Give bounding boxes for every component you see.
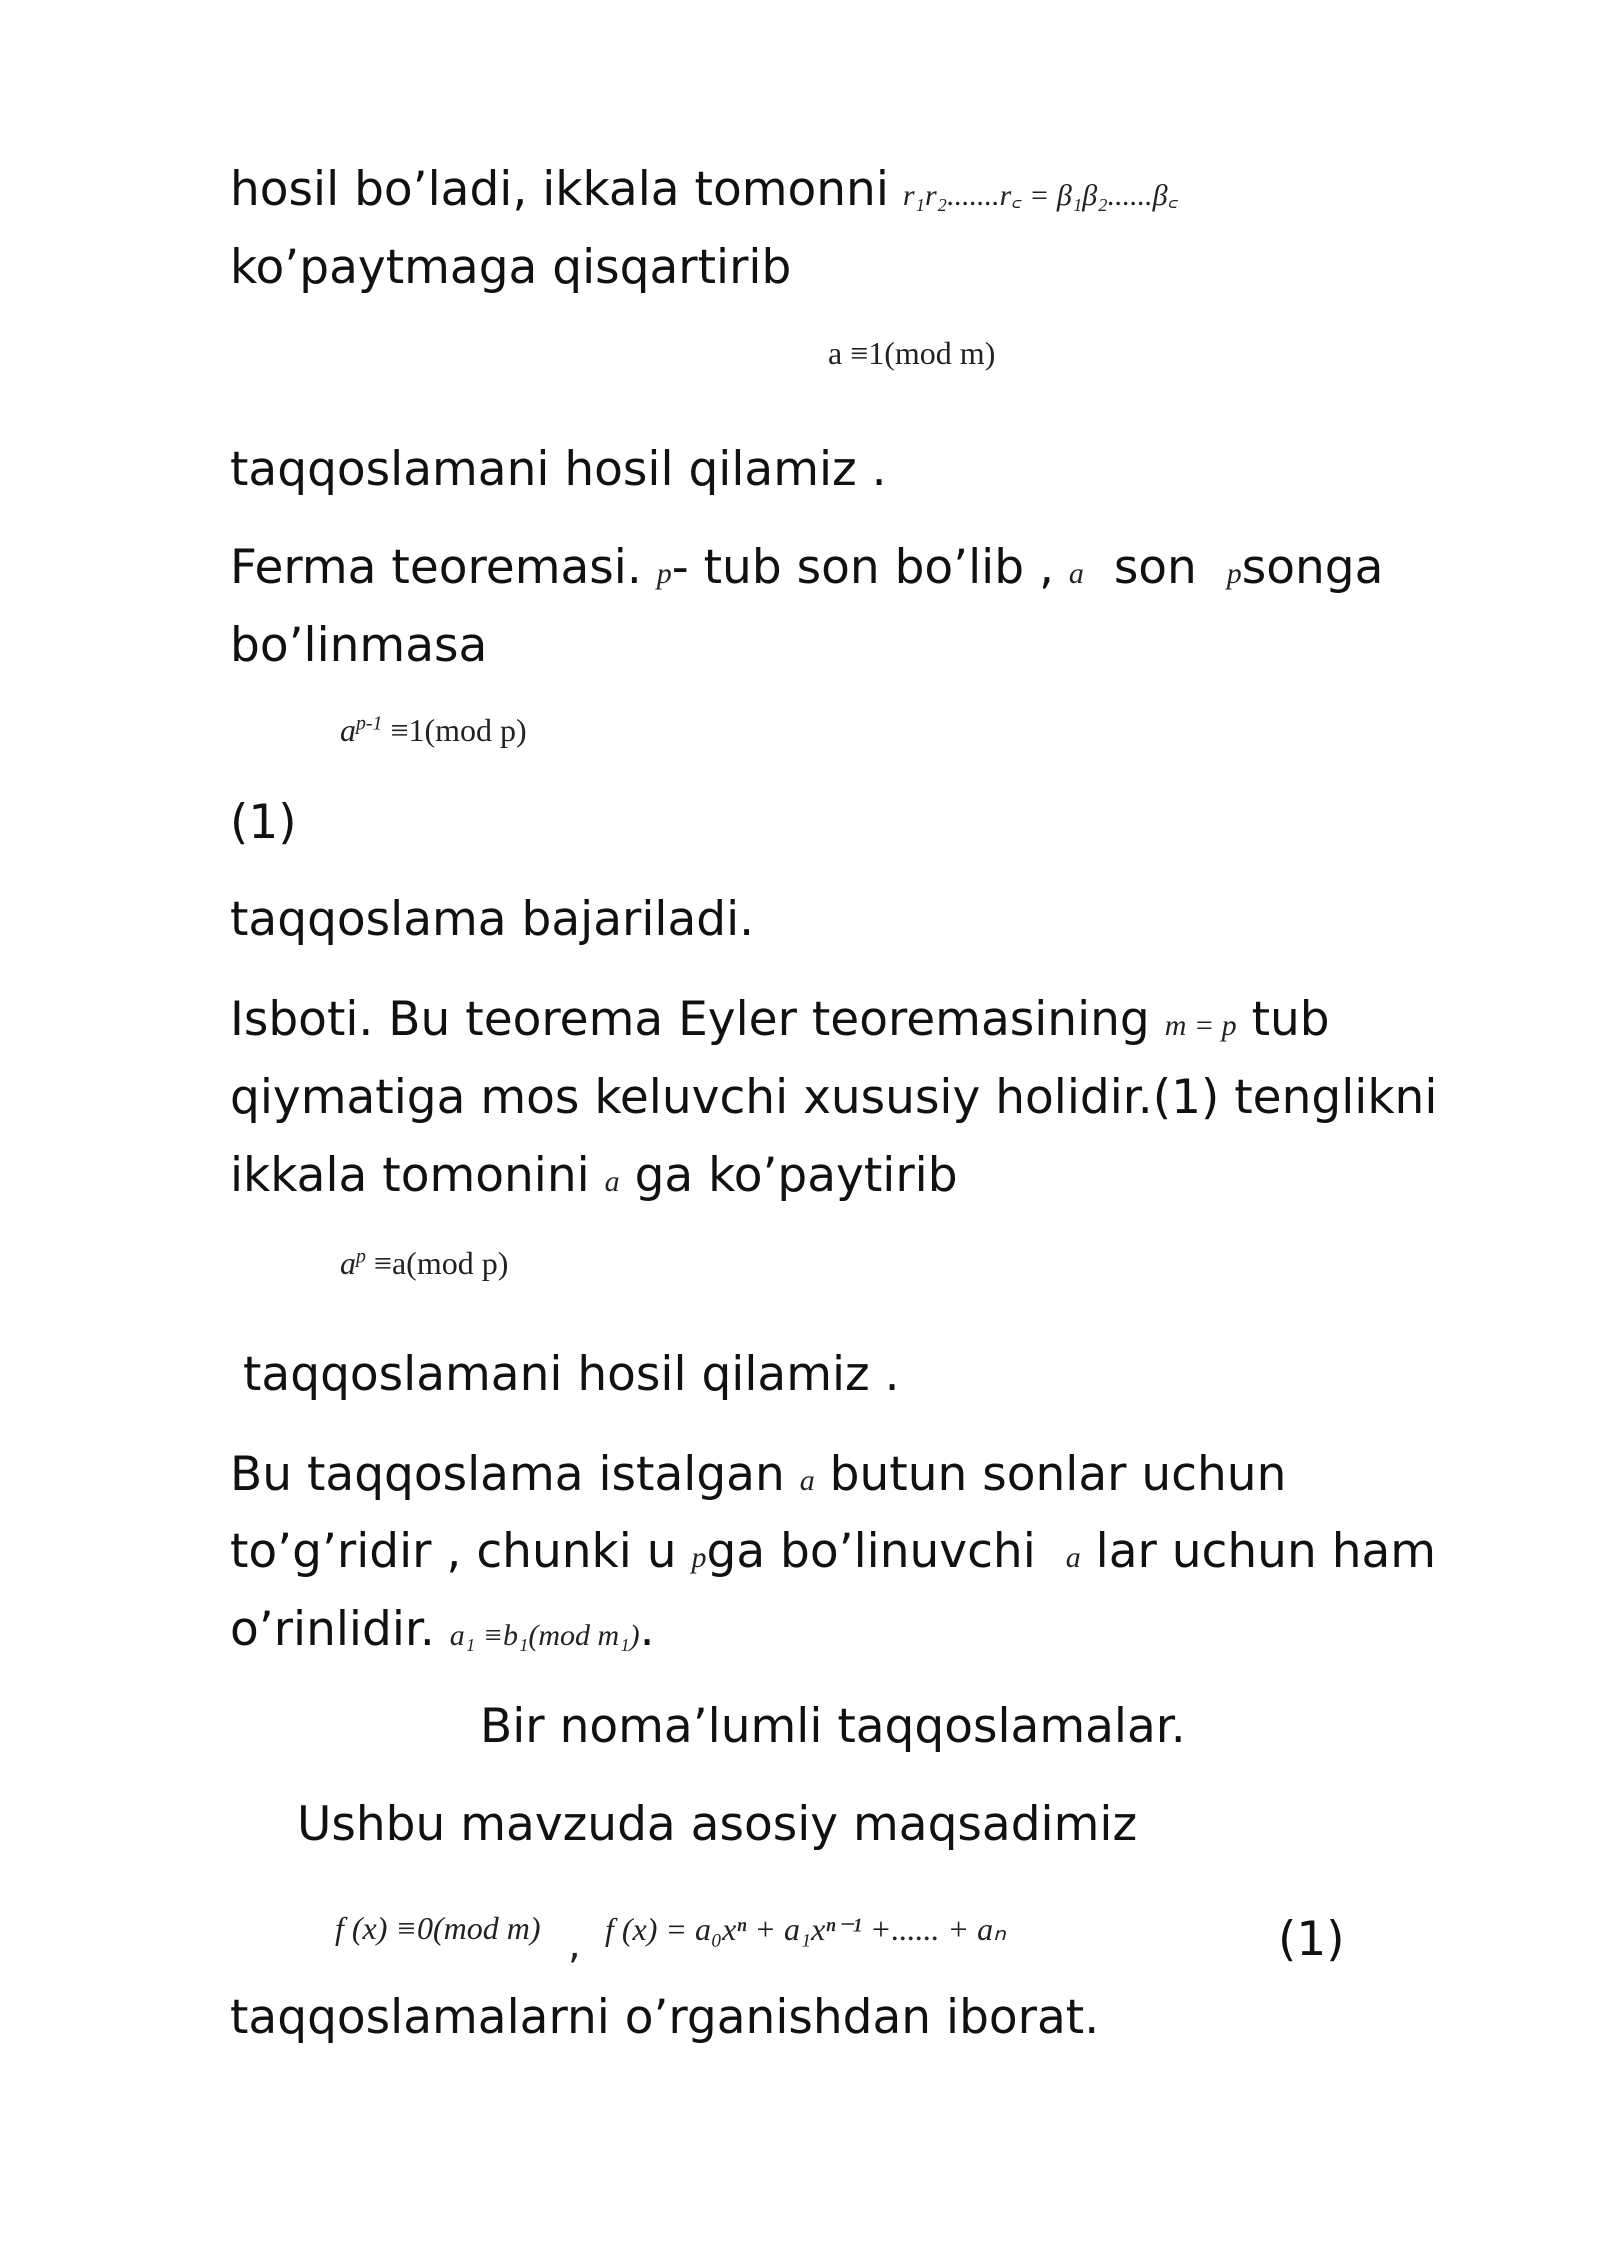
- text: Ushbu mavzuda asosiy maqsadimiz: [297, 1797, 1138, 1852]
- text: Bu taqqoslama istalgan: [230, 1447, 785, 1502]
- text: o’rinlidir.: [230, 1602, 435, 1657]
- text: .: [639, 1602, 655, 1657]
- rest: ≡a(mod p): [373, 1245, 509, 1281]
- paragraph-line: [230, 1445, 1286, 1511]
- text: qiymatiga mos keluvchi xususiy holidir.(1) tenglikni: [230, 1070, 1438, 1125]
- text: songa: [1241, 540, 1384, 595]
- formula-product: r₁r₂.......r꜀ = β₁β₂......β꜀: [902, 179, 1178, 212]
- text: taqqoslamalarni o’rganishdan iborat.: [230, 1990, 1100, 2045]
- text: ga ko’paytirib: [634, 1148, 958, 1203]
- equation-polynomial: [605, 1910, 1006, 1948]
- paragraph-line: [230, 538, 1383, 604]
- paragraph-line: [230, 160, 1178, 226]
- paragraph-line: [230, 1068, 1437, 1128]
- paragraph-line: [230, 1600, 655, 1666]
- text: Ferma teoremasi.: [230, 540, 642, 595]
- text: taqqoslama bajariladi.: [230, 892, 755, 947]
- formula-m-eq-p: m = p: [1164, 1009, 1237, 1042]
- paragraph-line: [230, 793, 297, 853]
- exponent: p-1: [356, 712, 383, 735]
- var-p: p: [691, 1541, 707, 1574]
- paragraph-line: [230, 1522, 1436, 1588]
- text: son: [1113, 540, 1197, 595]
- paragraph-line: [230, 990, 1330, 1056]
- base: a: [340, 1245, 356, 1281]
- text: (1): [1278, 1912, 1345, 1967]
- section-heading: [480, 1697, 1186, 1757]
- equation-fermat: [340, 712, 527, 749]
- text: - tub son bo’lib ,: [671, 540, 1054, 595]
- text: to’g’ridir , chunki u: [230, 1524, 677, 1579]
- text: ko’paytmaga qisqartirib: [230, 240, 792, 295]
- text: tub: [1251, 992, 1330, 1047]
- text: taqqoslamani hosil qilamiz .: [230, 442, 887, 497]
- paragraph-line: [230, 1988, 1099, 2048]
- base: a: [340, 712, 356, 748]
- text: lar uchun ham: [1095, 1524, 1437, 1579]
- var-p: p: [656, 557, 672, 590]
- paragraph-line: [230, 238, 791, 298]
- text: ga bo’linuvchi: [706, 1524, 1036, 1579]
- paragraph-line: [243, 1345, 900, 1405]
- equation-number: (1): [230, 795, 297, 850]
- rest: ≡1(mod p): [390, 712, 527, 748]
- text: taqqoslamani hosil qilamiz .: [243, 1347, 900, 1402]
- paragraph-line: [230, 890, 754, 950]
- var-a: a: [1065, 1541, 1081, 1574]
- equation-fermat-2: [340, 1245, 508, 1282]
- paragraph-line: [230, 616, 487, 676]
- paragraph-line: [230, 1146, 958, 1212]
- eq-left: f (x) ≡0(mod m): [335, 1910, 541, 1946]
- eq-right: f (x) = a₀xⁿ + a₁xⁿ⁻¹ +...... + aₙ: [605, 1911, 1006, 1947]
- text: Isboti. Bu teorema Eyler teoremasining: [230, 992, 1150, 1047]
- text: bo’linmasa: [230, 618, 488, 673]
- var-a: a: [799, 1464, 815, 1497]
- var-a: a: [604, 1165, 620, 1198]
- var-a: a: [1068, 557, 1084, 590]
- equation-number: [1278, 1910, 1345, 1970]
- formula-congruence: a₁ ≡b₁(mod m₁): [449, 1619, 640, 1652]
- paragraph-line: [297, 1795, 1137, 1855]
- var-p: p: [1226, 557, 1242, 590]
- paragraph-line: [230, 440, 887, 500]
- comma: ,: [568, 1922, 581, 1968]
- text: butun sonlar uchun: [829, 1447, 1287, 1502]
- heading-text: Bir noma’lumli taqqoslamalar.: [480, 1699, 1186, 1754]
- exponent: p: [356, 1245, 366, 1268]
- equation-congruence: [335, 1910, 541, 1947]
- equation-euler: a ≡1(mod m): [828, 335, 996, 371]
- text: ikkala tomonini: [230, 1148, 590, 1203]
- text: hosil bo’ladi, ikkala tomonni: [230, 162, 889, 217]
